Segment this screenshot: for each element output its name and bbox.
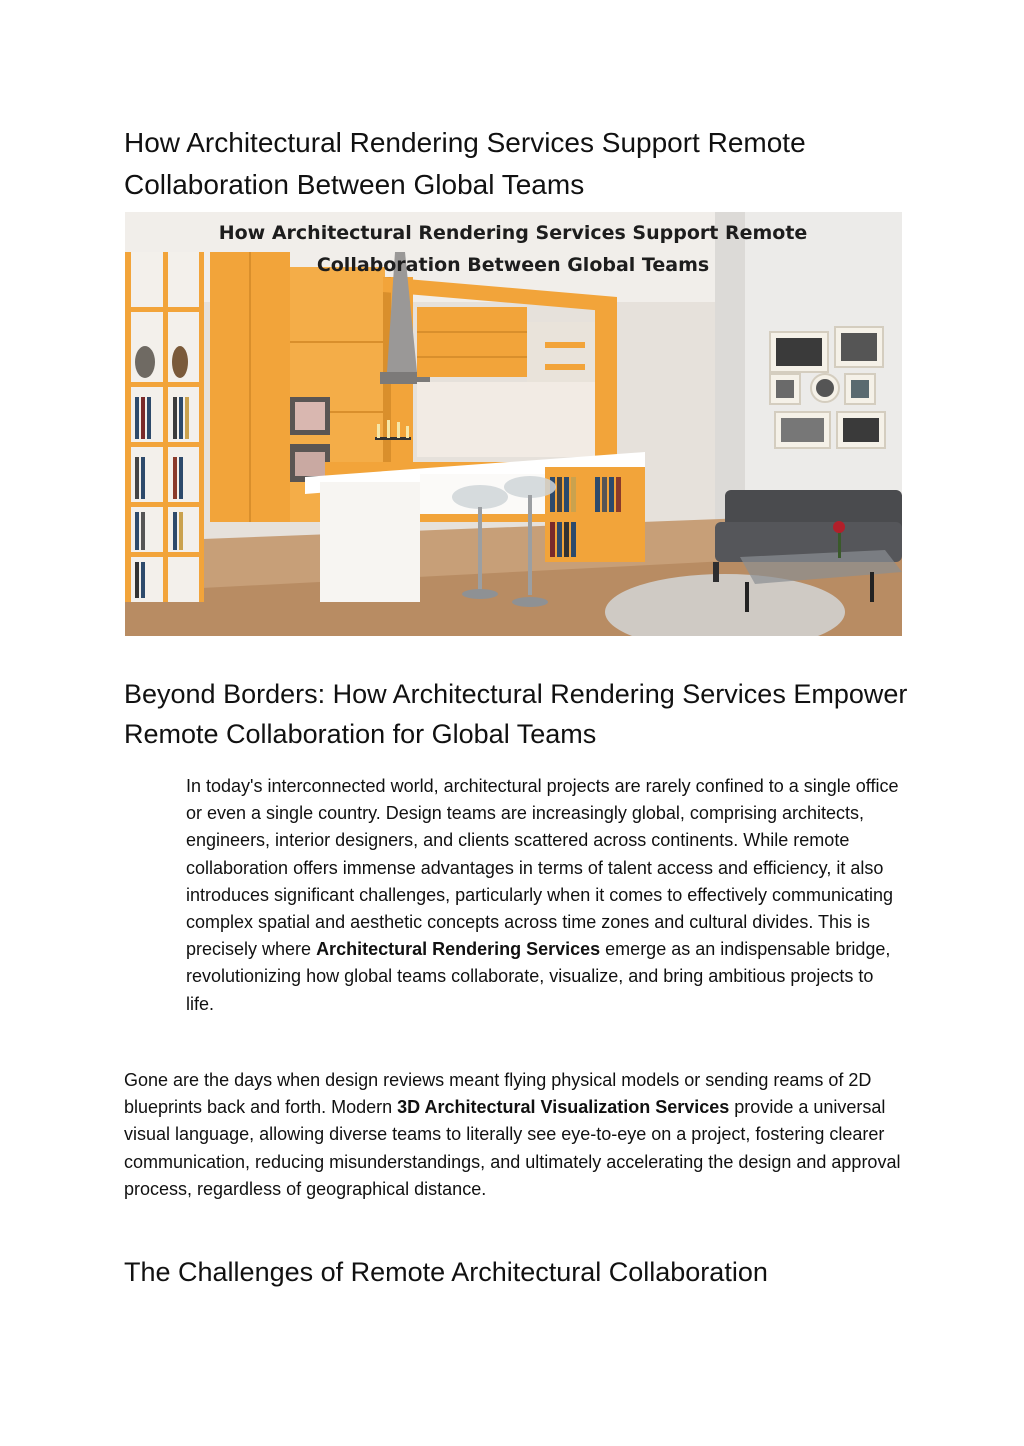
body-paragraph [124,1067,904,1203]
intro-text-start: In today's interconnected world, architectural projects are rarely confined to a single office or even a single country. Design teams are increasingly global, comprising architects, engineers, interior designers, and clients scattered across continents. While remote collaboration offers immense advantages in terms of talent access and efficiency, it also introduces significant challenges, particularly when it comes to effectively communicating complex spatial and aesthetic concepts across time zones and cultural divides. This is precisely where [186,776,899,960]
intro-bold-term: Architectural Rendering Services [316,939,601,960]
hero-overlay-title-line2: Collaboration Between Global Teams [316,254,710,276]
section-heading-challenges: The Challenges of Remote Architectural Collaboration [124,1257,768,1287]
body-text-end: provide a universal visual language, allowing diverse teams to literally see eye-to-eye on a project, fostering clearer communication, reducing misunderstandings, and ultimately accelerating the design and approval process, regardless of geographical distance. [124,1097,901,1199]
hero-overlay-title-line1: How Architectural Rendering Services Support Remote [218,222,808,244]
hero-image [125,212,902,636]
section-heading-beyond-borders: Beyond Borders: How Architectural Rendering Services Empower Remote Collaboration for Global Teams [124,679,908,749]
page-title: How Architectural Rendering Services Support Remote Collaboration Between Global Teams [124,127,806,200]
body-text-start: Gone are the days when design reviews meant flying physical models or sending reams of 2D blueprints back and forth. Modern [124,1070,872,1118]
intro-text-end: emerge as an indispensable bridge, revolutionizing how global teams collaborate, visualize, and bring ambitious projects to life. [186,939,891,1014]
body-bold-term: 3D Architectural Visualization Services [397,1097,730,1118]
intro-paragraph [186,773,906,1018]
